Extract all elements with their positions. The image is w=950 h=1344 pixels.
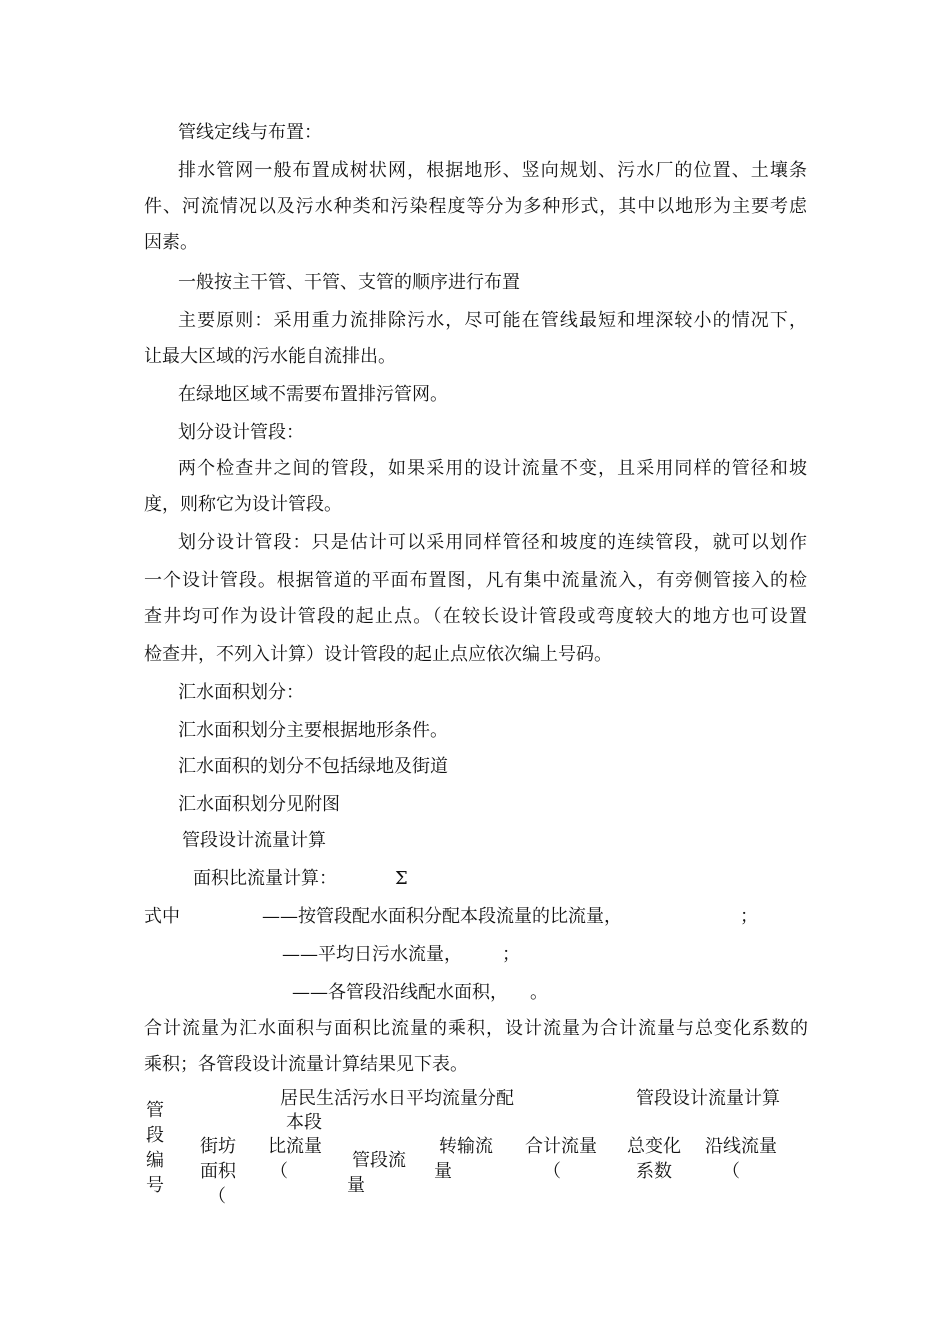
col-variation-coefficient: 总变化 — [627, 1136, 681, 1157]
green-area-line: 在绿地区域不需要布置排污管网。 — [178, 384, 448, 405]
col-unit-flow-top: 本段 — [286, 1112, 322, 1133]
paragraph-line: 乘积；各管段设计流量计算结果见下表。 — [144, 1054, 468, 1075]
col-block-area: 面积 — [200, 1161, 236, 1182]
col-line-flow: （ — [722, 1161, 740, 1182]
section-title-pipeline: 管线定线与布置： — [178, 122, 322, 143]
col-segment-no: 管 — [146, 1100, 164, 1121]
paragraph-line: 件、河流情况以及污水种类和污染程度等分为多种形式，其中以地形为主要考虑 — [144, 196, 807, 217]
paragraph-line: 一个设计管段。根据管道的平面布置图，凡有集中流量流入，有旁侧管接入的检 — [144, 570, 807, 591]
where-item-tail: ； — [740, 906, 758, 927]
col-block-area: 街坊 — [200, 1136, 236, 1157]
where-item-tail: 。 — [530, 982, 548, 1003]
where-item: ——按管段配水面积分配本段流量的比流量， — [262, 906, 622, 927]
col-unit-flow: （ — [270, 1161, 288, 1182]
col-total-flow: 合计流量 — [525, 1136, 597, 1157]
col-variation-coefficient: 系数 — [636, 1161, 672, 1182]
formula-label: 面积比流量计算： — [193, 868, 337, 889]
col-block-area: （ — [208, 1186, 226, 1207]
paragraph-line: 因素。 — [144, 232, 198, 253]
area-line: 汇水面积划分见附图 — [178, 794, 340, 815]
order-line: 一般按主干管、干管、支管的顺序进行布置 — [178, 272, 520, 293]
where-item: ——平均日污水流量， — [282, 944, 462, 965]
col-segment-flow: 管段流 — [352, 1150, 406, 1171]
where-label: 式中 — [144, 906, 180, 927]
col-line-flow: 沿线流量 — [705, 1136, 777, 1157]
area-line: 汇水面积划分主要根据地形条件。 — [178, 720, 448, 741]
group-header-design: 管段设计流量计算 — [636, 1088, 780, 1109]
area-line: 汇水面积的划分不包括绿地及街道 — [178, 756, 448, 777]
paragraph-line: 检查井，不列入计算）设计管段的起止点应依次编上号码。 — [144, 644, 612, 665]
paragraph-line: 划分设计管段：只是估计可以采用同样管径和坡度的连续管段，就可以划作 — [178, 532, 807, 553]
paragraph-line: 排水管网一般布置成树状网，根据地形、竖向规划、污水厂的位置、土壤条 — [178, 160, 807, 181]
where-item-tail: ； — [502, 944, 520, 965]
paragraph-line: 主要原则：采用重力流排除污水，尽可能在管线最短和埋深较小的情况下， — [178, 310, 807, 331]
col-total-flow: （ — [543, 1161, 561, 1182]
paragraph-line: 两个检查井之间的管段，如果采用的设计流量不变，且采用同样的管径和坡 — [178, 458, 807, 479]
col-transfer-flow: 转输流 — [439, 1136, 493, 1157]
paragraph-line: 合计流量为汇水面积与面积比流量的乘积，设计流量为合计流量与总变化系数的 — [144, 1018, 808, 1039]
paragraph-line: 查井均可作为设计管段的起止点。（在较长设计管段或弯度较大的地方也可设置 — [144, 606, 807, 627]
section-title-area: 汇水面积划分： — [178, 682, 304, 703]
col-transfer-flow: 量 — [434, 1161, 452, 1182]
paragraph-line: 度，则称它为设计管段。 — [144, 494, 342, 515]
sigma-symbol: Σ — [395, 868, 408, 889]
col-segment-no: 编 — [146, 1150, 164, 1171]
col-unit-flow: 比流量 — [268, 1136, 322, 1157]
where-item: ——各管段沿线配水面积， — [292, 982, 508, 1003]
section-title-segment: 划分设计管段： — [178, 422, 304, 443]
col-segment-no: 段 — [146, 1125, 164, 1146]
col-segment-no: 号 — [146, 1175, 164, 1196]
col-segment-flow: 量 — [347, 1175, 365, 1196]
group-header-residential: 居民生活污水日平均流量分配 — [280, 1088, 514, 1109]
paragraph-line: 让最大区域的污水能自流排出。 — [144, 346, 396, 367]
section-title-flow: 管段设计流量计算 — [182, 830, 326, 851]
